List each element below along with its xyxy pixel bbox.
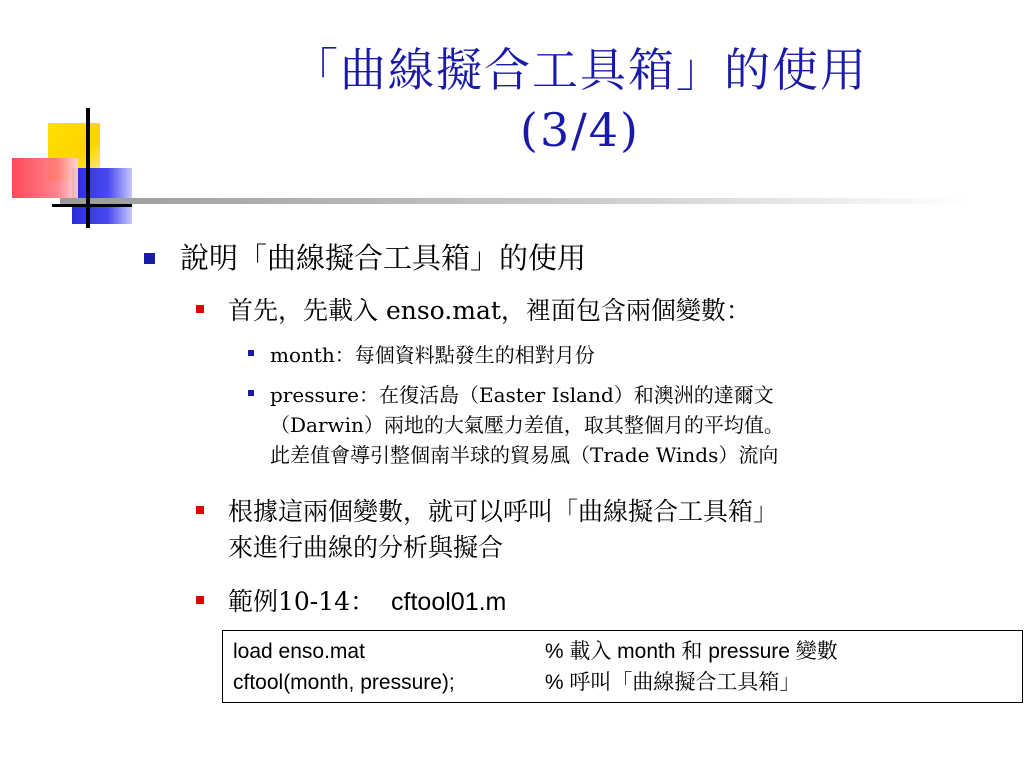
bullet-square-icon xyxy=(196,506,204,514)
bullet-month xyxy=(248,340,595,370)
code-line-1-comment: % 載入 month 和 pressure 變數 xyxy=(544,640,838,663)
bullet-pressure-text xyxy=(270,380,784,470)
bullet-square-icon xyxy=(196,305,204,313)
code-line-1 xyxy=(233,636,838,668)
bullet-call-line1: 根據這兩個變數，就可以呼叫「曲線擬合工具箱」 xyxy=(228,497,779,526)
slide-title-line2: (3/4) xyxy=(520,103,640,157)
bullet-example xyxy=(196,584,506,620)
example-label: 範例10-14： xyxy=(228,587,376,616)
bullet-square-icon xyxy=(196,596,204,604)
logo-vertical-line xyxy=(86,108,90,228)
slide-title-line1: 「曲線擬合工具箱」的使用 xyxy=(292,43,868,97)
bullet-pressure-line2: （Darwin）兩地的大氣壓力差值，取其整個月的平均值。 xyxy=(270,413,784,437)
code-line-1-code: load enso.mat xyxy=(233,640,365,663)
logo-blue-square xyxy=(72,168,132,224)
bullet-call-line2: 來進行曲線的分析與擬合 xyxy=(228,533,504,562)
bullet-first-text: 首先，先載入 enso.mat，裡面包含兩個變數： xyxy=(228,296,751,325)
bullet-call xyxy=(196,494,778,566)
bullet-square-icon xyxy=(248,350,254,356)
bullet-main xyxy=(144,240,586,276)
title-divider xyxy=(60,198,970,204)
logo-horizontal-line xyxy=(52,204,132,207)
bullet-pressure-line1: pressure：在復活島（Easter Island）和澳洲的達爾文 xyxy=(270,383,774,407)
bullet-call-text xyxy=(228,494,778,566)
bullet-square-icon xyxy=(144,253,155,264)
slide-title xyxy=(150,40,1010,160)
example-filename: cftool01.m xyxy=(391,588,507,616)
bullet-example-text xyxy=(228,584,506,620)
bullet-pressure xyxy=(248,380,784,470)
code-line-2-comment: % 呼叫「曲線擬合工具箱」 xyxy=(544,671,801,694)
bullet-main-text: 說明「曲線擬合工具箱」的使用 xyxy=(180,241,587,275)
bullet-pressure-line3: 此差值會導引整個南半球的貿易風（Trade Winds）流向 xyxy=(270,443,779,467)
bullet-square-icon xyxy=(248,390,254,396)
bullet-month-text: month：每個資料點發生的相對月份 xyxy=(270,343,595,367)
bullet-first xyxy=(196,293,751,329)
code-line-2-code: cftool(month, pressure); xyxy=(233,671,455,694)
code-line-2 xyxy=(233,667,800,699)
logo-red-square xyxy=(12,158,78,198)
code-box xyxy=(222,630,1023,703)
